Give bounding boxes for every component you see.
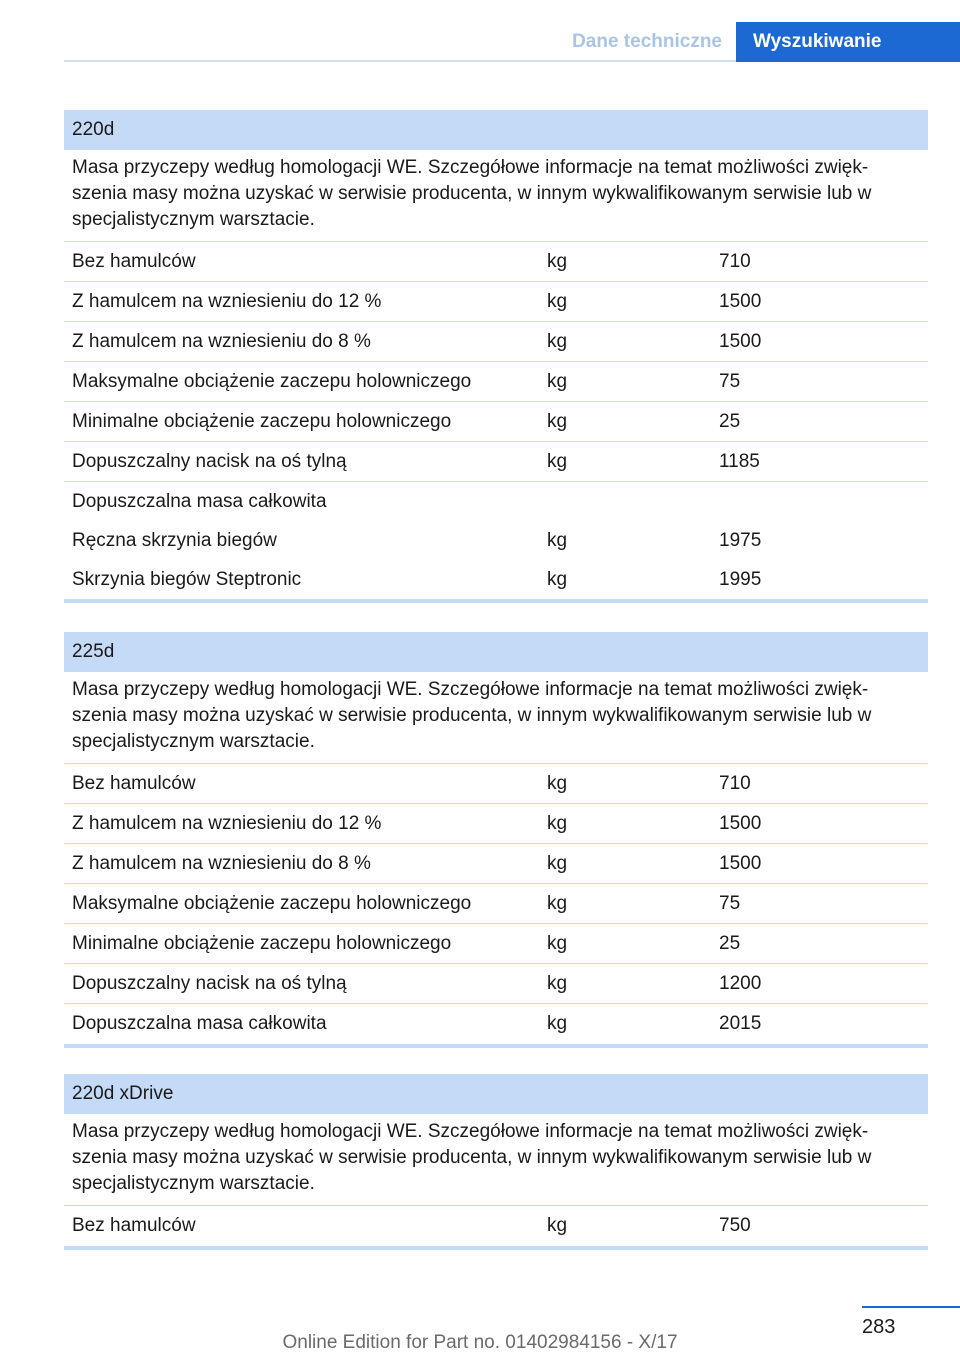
- row-value: 1975: [719, 530, 762, 551]
- row-label: Bez hamulców: [72, 1215, 196, 1236]
- spec-table-220d: [64, 110, 928, 603]
- row-unit: kg: [547, 973, 568, 994]
- row-label: Skrzynia biegów Steptronic: [72, 569, 302, 590]
- row-label: Minimalne obciążenie zaczepu holowniczego: [72, 933, 452, 954]
- row-label: Dopuszczalny nacisk na oś tylną: [72, 973, 347, 994]
- row-value: 710: [719, 773, 751, 794]
- row-unit: kg: [547, 291, 568, 312]
- table-note: Masa przyczepy według homologacji WE. Szczegółowe informacje na temat możliwości zwięk-szenia masy można uzyskać w serwisie producenta, w innym wykwalifikowanym serwisie lub w specjalistycznym warsztacie.: [64, 672, 928, 764]
- row-label: Bez hamulców: [72, 773, 196, 794]
- row-unit: kg: [547, 331, 568, 352]
- row-value: 1500: [719, 291, 762, 312]
- page-number-rule: [862, 1306, 960, 1308]
- row-label: Dopuszczalna masa całkowita: [72, 491, 327, 512]
- table-note: Masa przyczepy według homologacji WE. Szczegółowe informacje na temat możliwości zwięk-szenia masy można uzyskać w serwisie producenta, w innym wykwalifikowanym serwisie lub w specjalistycznym warsztacie.: [64, 150, 928, 242]
- row-label: Ręczna skrzynia biegów: [72, 530, 277, 551]
- table-bottom-rule: [64, 1044, 928, 1048]
- row-unit: kg: [547, 251, 568, 272]
- row-unit: kg: [547, 1215, 568, 1236]
- row-label: Maksymalne obciążenie zaczepu holowniczego: [72, 893, 472, 914]
- row-unit: kg: [547, 853, 568, 874]
- row-unit: kg: [547, 813, 568, 834]
- row-unit: kg: [547, 1013, 568, 1034]
- table-row: [64, 1206, 928, 1246]
- row-value: 1185: [719, 451, 760, 472]
- table-row: [64, 242, 928, 282]
- table-row: [64, 924, 928, 964]
- row-label: Dopuszczalna masa całkowita: [72, 1013, 327, 1034]
- table-row-group-heading: [64, 482, 928, 521]
- row-unit: kg: [547, 933, 568, 954]
- table-title: 225d: [64, 632, 928, 672]
- row-value: 1200: [719, 973, 762, 994]
- table-bottom-rule: [64, 599, 928, 603]
- table-row: [64, 402, 928, 442]
- table-title: 220d xDrive: [64, 1074, 928, 1114]
- table-row: [64, 1004, 928, 1044]
- row-value: 1995: [719, 569, 762, 590]
- row-value: 75: [719, 371, 741, 392]
- row-value: 25: [719, 411, 741, 432]
- table-row: [64, 322, 928, 362]
- row-label: Z hamulcem na wzniesieniu do 12 %: [72, 291, 382, 312]
- spec-table-225d: [64, 632, 928, 1048]
- table-row: [64, 521, 928, 560]
- row-value: 1500: [719, 331, 762, 352]
- row-unit: kg: [547, 371, 568, 392]
- table-row: [64, 804, 928, 844]
- table-row: [64, 442, 928, 482]
- row-label: Z hamulcem na wzniesieniu do 12 %: [72, 813, 382, 834]
- row-label: Dopuszczalny nacisk na oś tylną: [72, 451, 347, 472]
- table-bottom-rule: [64, 1246, 928, 1250]
- table-note: Masa przyczepy według homologacji WE. Szczegółowe informacje na temat możliwości zwięk-szenia masy można uzyskać w serwisie producenta, w innym wykwalifikowanym serwisie lub w specjalistycznym warsztacie.: [64, 1114, 928, 1206]
- row-label: Bez hamulców: [72, 251, 196, 272]
- row-value: 1500: [719, 853, 762, 874]
- row-unit: kg: [547, 530, 568, 551]
- row-unit: kg: [547, 773, 568, 794]
- row-value: 710: [719, 251, 751, 272]
- row-value: 1500: [719, 813, 762, 834]
- row-unit: kg: [547, 569, 568, 590]
- row-label: Minimalne obciążenie zaczepu holowniczego: [72, 411, 452, 432]
- table-row: [64, 844, 928, 884]
- spec-table-220d-xdrive: [64, 1074, 928, 1250]
- row-label: Z hamulcem na wzniesieniu do 8 %: [72, 853, 371, 874]
- table-row: [64, 964, 928, 1004]
- tab-wyszukiwanie[interactable]: Wyszukiwanie: [736, 22, 960, 62]
- table-row: [64, 282, 928, 322]
- row-value: 75: [719, 893, 741, 914]
- row-unit: kg: [547, 893, 568, 914]
- row-unit: kg: [547, 451, 568, 472]
- page-number: 283: [862, 1316, 896, 1338]
- row-label: Z hamulcem na wzniesieniu do 8 %: [72, 331, 371, 352]
- table-row: [64, 764, 928, 804]
- row-value: 750: [719, 1215, 751, 1236]
- table-row: [64, 884, 928, 924]
- row-value: 25: [719, 933, 741, 954]
- table-row: [64, 362, 928, 402]
- table-row: [64, 560, 928, 599]
- table-title: 220d: [64, 110, 928, 150]
- row-value: 2015: [719, 1013, 762, 1034]
- page-header: [0, 0, 960, 62]
- tab-dane-techniczne[interactable]: Dane techniczne: [572, 31, 722, 52]
- footer-edition: Online Edition for Part no. 01402984156 - X/17: [282, 1332, 678, 1353]
- row-label: Maksymalne obciążenie zaczepu holowniczego: [72, 371, 472, 392]
- row-unit: kg: [547, 411, 568, 432]
